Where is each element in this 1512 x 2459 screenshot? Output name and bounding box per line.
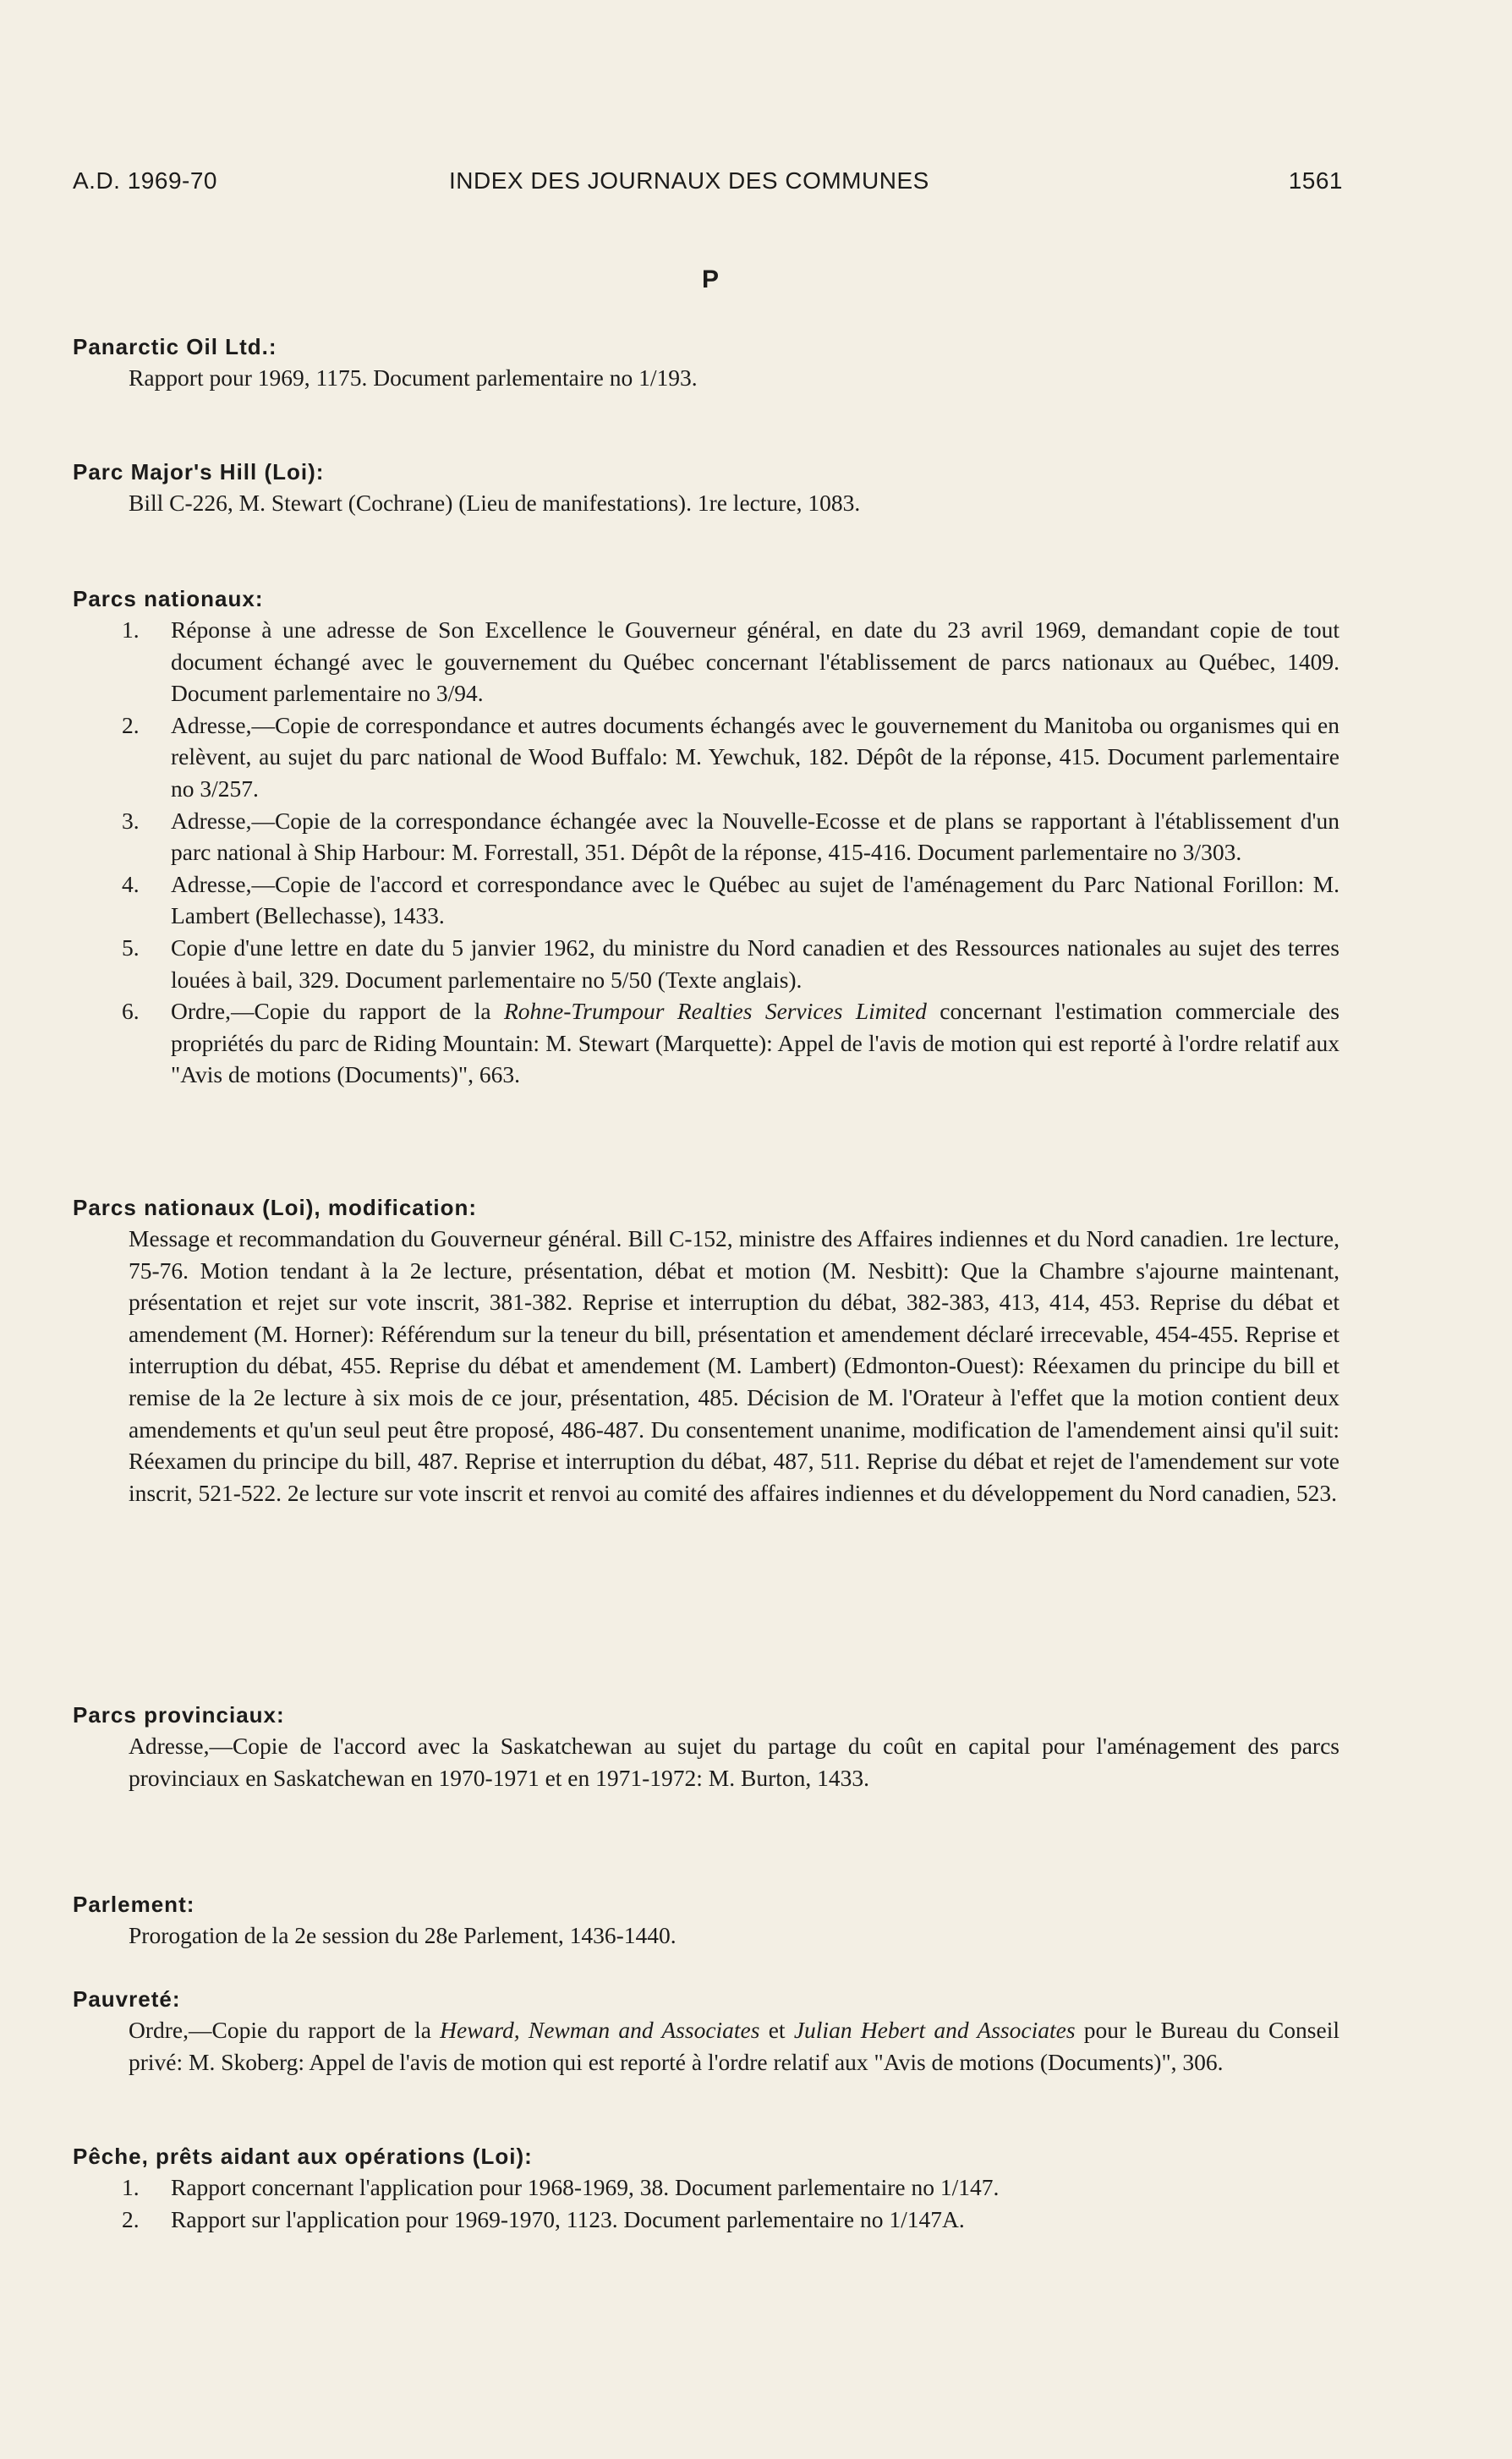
entry-body: Adresse,—Copie de l'accord avec la Saskatchewan au sujet du partage du coût en capital pour l'aménagement des parcs provinciaux en Saskatchewan en 1970-1971 et en 1971-1972: M. Burton, 1433. [129,1733,1339,1791]
item-text: Rapport concernant l'application pour 1968-1969, 38. Document parlementaire no 1/147. [171,2174,1000,2200]
item-number: 3. [122,807,140,834]
index-entry-pauvrete [73,1984,1343,2078]
item-text: Adresse,—Copie de la correspondance échangée avec la Nouvelle-Ecosse et de plans se rapportant à l'établissement d'un parc national à Ship Harbour: M. Forrestall, 351. Dépôt de la réponse, 415-416. Document parlementaire no 3/303. [171,807,1339,866]
item-text: Réponse à une adresse de Son Excellence le Gouverneur général, en date du 23 avril 1969, demandant copie de tout document échangé avec le gouvernement du Québec concernant l'établissement de parcs nationaux au Québec, 1409. Document parlementaire no 3/94. [171,616,1339,707]
entry-heading: Parcs provinciaux: [73,1702,285,1728]
entry-text: Ordre,—Copie du rapport de la [129,2017,441,2043]
index-entry-parcs-nationaux-loi [73,1192,1343,1509]
item-number: 4. [122,870,140,897]
item-number: 2. [122,2205,140,2232]
entry-body: Bill C-226, M. Stewart (Cochrane) (Lieu de manifestations). 1re lecture, 1083. [129,490,861,516]
entry-heading: Parcs nationaux: [73,586,264,611]
item-text: Copie d'une lettre en date du 5 janvier 1962, du ministre du Nord canadien et des Ressources nationales au sujet des terres louées à bail, 329. Document parlementaire no 5/50 (Texte anglais). [171,934,1339,993]
list-item [73,995,1339,1091]
entry-heading: Parcs nationaux (Loi), modification: [73,1195,478,1220]
index-entry-parcs-nationaux [73,583,1343,1091]
item-text: Rapport sur l'application pour 1969-1970, 1123. Document parlementaire no 1/147A. [171,2205,965,2232]
item-number: 2. [122,711,140,738]
page-number: 1561 [1288,167,1343,194]
list-item [73,805,1339,868]
entry-heading: Pauvreté: [73,1986,181,2012]
list-item [73,868,1339,932]
item-number: 5. [122,934,140,961]
item-text: Adresse,—Copie de correspondance et autres documents échangés avec le gouvernement du Manitoba ou organismes qui en relèvent, au sujet du parc national de Wood Buffalo: M. Yewchuk, 182. Dépôt de la réponse, 415. Document parlementaire no 3/257. [171,711,1339,802]
list-item [73,2204,1339,2236]
index-entry-parlement [73,1889,1343,1952]
entry-heading: Parc Major's Hill (Loi): [73,459,325,485]
section-letter: P [701,266,719,293]
entry-body [129,2014,1339,2078]
entry-body: Rapport pour 1969, 1175. Document parlementaire no 1/193. [129,364,698,391]
entry-body: Prorogation de la 2e session du 28e Parlement, 1436-1440. [129,1922,677,1948]
index-entry-peche [73,2141,1343,2235]
index-entry-panarctic [73,331,1343,394]
entry-text: pour le Bureau du Conseil privé: M. Skoberg: Appel de l'avis de motion qui est reporté à l'ordre relatif aux "Avis de motions (Documents)", 306. [129,2017,1339,2075]
item-number: 6. [122,998,140,1025]
entry-heading: Pêche, prêts aidant aux opérations (Loi): [73,2144,533,2169]
item-number: 1. [122,2174,140,2200]
entry-heading: Parlement: [73,1892,195,1917]
item-text: Adresse,—Copie de l'accord et correspondance avec le Québec au sujet de l'aménagement du Parc National Forillon: M. Lambert (Bellechasse), 1433. [171,870,1339,929]
item-text: concernant l'estimation commerciale des propriétés du parc de Riding Mountain: M. Stewart (Marquette): Appel de l'avis de motion qui est reporté à l'ordre relatif aux "Avis de motions (Documents)", 663. [171,998,1339,1088]
list-item [73,614,1339,709]
header-year: A.D. 1969-70 [73,167,217,194]
entry-item-list [73,2171,1343,2235]
index-entry-parc-majors-hill [73,457,1343,519]
entry-item-list [73,614,1343,1091]
entry-body: Message et recommandation du Gouverneur général. Bill C-152, ministre des Affaires indiennes et du Nord canadien. 1re lecture, 75-76. Motion tendant à la 2e lecture, présentation, débat et motion (M. Nesbitt): Que la Chambre s'ajourne maintenant, présentation et rejet sur vote inscrit, 381-382. Reprise et interruption du débat, 382-383, 413, 414, 453. Reprise du débat et amendement (M. Horner): Référendum sur la teneur du bill, présentation et amendement déclaré irrecevable, 454-455. Reprise et interruption du débat, 455. Reprise du débat et amendement (M. Lambert) (Edmonton-Ouest): Réexamen du principe du bill et remise de la 2e lecture à six mois de ce jour, présentation, 485. Décision de M. l'Orateur à l'effet que la motion contient deux amendements et qu'un seul peut être proposé, 486-487. Du consentement unanime, modification de l'amendement ainsi qu'il suit: Réexamen du principe du bill, 487. Reprise et interruption du débat, 487, 511. Reprise du débat et rejet de l'amendement sur vote inscrit, 521-522. 2e lecture sur vote inscrit et renvoi au comité des affaires indiennes et du développement du Nord canadien, 523. [129,1225,1339,1506]
list-item [73,932,1339,995]
running-head [73,167,1343,201]
list-item [73,709,1339,805]
entry-italic-text: Julian Hebert and Associates [793,2017,1076,2043]
header-title: INDEX DES JOURNAUX DES COMMUNES [449,167,929,194]
list-item [73,2171,1339,2204]
entry-text: et [759,2017,794,2043]
index-entry-parcs-provinciaux [73,1700,1343,1794]
entry-italic-text: Heward, Newman and Associates [440,2017,760,2043]
item-italic-text: Rohne-Trumpour Realties Services Limited [503,998,927,1025]
entry-heading: Panarctic Oil Ltd.: [73,334,277,359]
item-text: Ordre,—Copie du rapport de la [171,998,504,1025]
item-number: 1. [122,616,140,643]
